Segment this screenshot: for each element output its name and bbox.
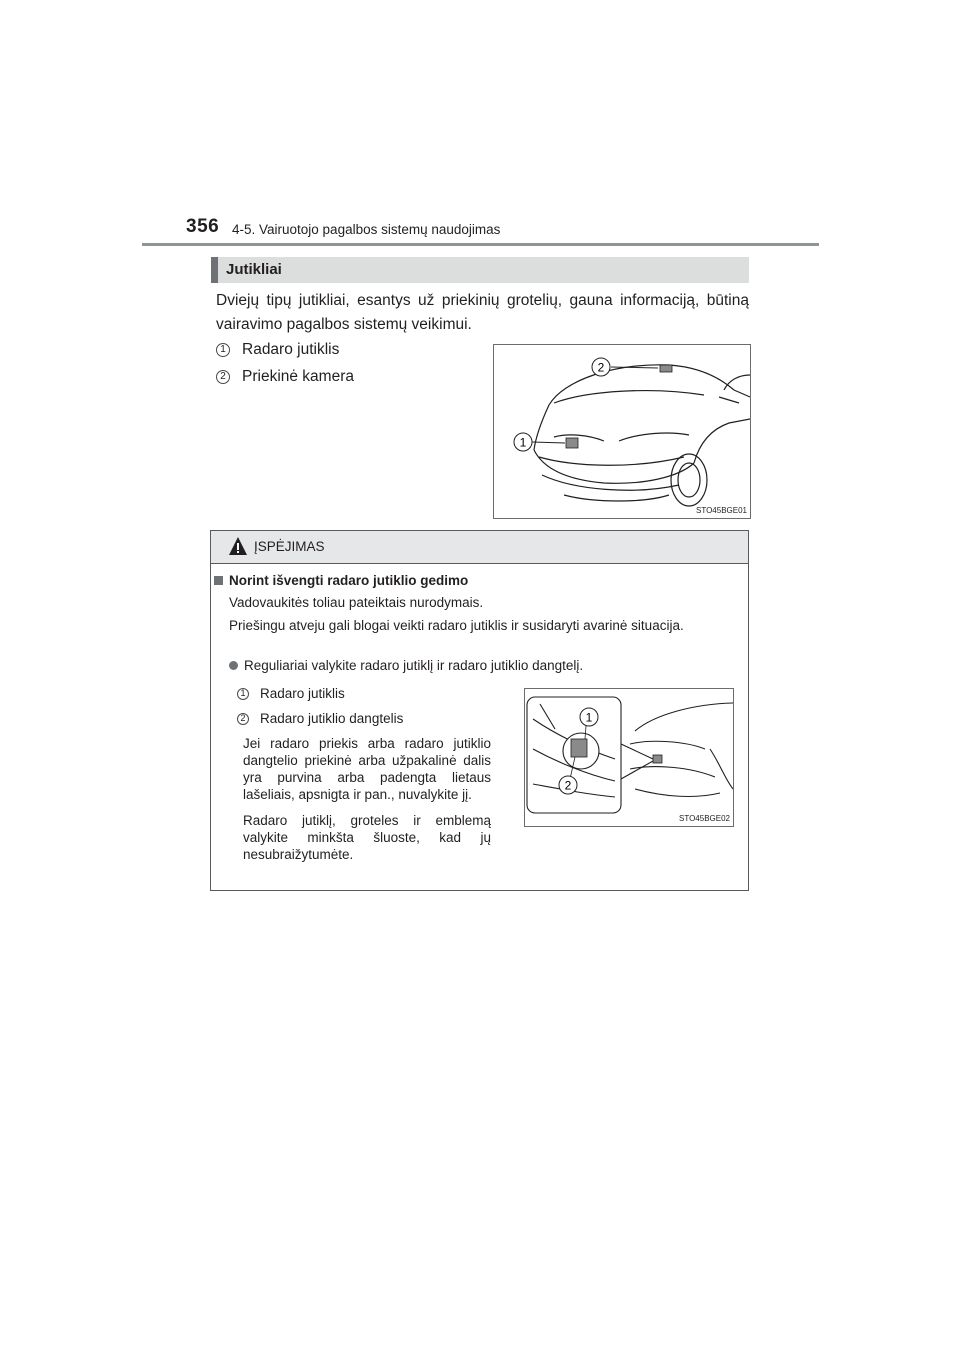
list-item-label: Priekinė kamera <box>242 368 354 385</box>
list-item <box>237 685 345 702</box>
section-title: Jutikliai <box>226 261 282 278</box>
figure-code: STO45BGE02 <box>679 814 730 823</box>
list-item-label: Radaro jutiklis <box>260 686 345 701</box>
svg-text:2: 2 <box>564 778 572 793</box>
warning-note2: Radaro jutiklį, groteles ir emblemą valykite minkšta šluoste, kad jų nesubraižytumėte. <box>243 813 491 862</box>
warning-bullet <box>229 657 583 674</box>
radar-closeup-illustration <box>525 689 733 826</box>
car-front-illustration <box>494 345 750 518</box>
warning-header <box>211 531 748 564</box>
chapter-title: 4-5. Vairuotojo pagalbos sistemų naudojimas <box>232 222 501 237</box>
figure-car-sensors <box>493 344 751 519</box>
list-item-label: Radaro jutiklio dangtelis <box>260 711 404 726</box>
section-heading-bar <box>211 257 749 283</box>
page-number: 356 <box>186 216 220 237</box>
callout-number: 1 <box>237 688 249 700</box>
svg-text:1: 1 <box>585 710 593 725</box>
warning-subheading-text: Norint išvengti radaro jutiklio gedimo <box>229 573 469 588</box>
warning-para1: Vadovaukitės toliau pateiktais nurodymais. <box>229 595 484 610</box>
header-rule <box>142 243 819 246</box>
warning-title: ĮSPĖJIMAS <box>254 539 325 554</box>
list-item <box>216 368 354 386</box>
warning-triangle-icon <box>228 536 248 556</box>
warning-bullet-text: Reguliariai valykite radaro jutiklį ir radaro jutiklio dangtelį. <box>244 658 584 673</box>
list-item <box>237 710 403 727</box>
section-intro: Dviejų tipų jutikliai, esantys už priekinių grotelių, gauna informaciją, būtiną vairavimo pagalbos sistemų veikimui. <box>216 292 749 333</box>
figure-code: STO45BGE01 <box>696 506 747 515</box>
section-marker <box>211 257 218 283</box>
round-bullet-icon <box>229 661 238 670</box>
figure-radar-cover <box>524 688 734 827</box>
list-item <box>216 341 339 359</box>
list-item-label: Radaro jutiklis <box>242 341 340 358</box>
warning-para2: Priešingu atveju gali blogai veikti radaro jutiklis ir susidaryti avarinė situacija. <box>229 618 684 633</box>
callout-number: 2 <box>216 370 230 384</box>
warning-subheading <box>214 573 468 588</box>
svg-text:2: 2 <box>597 360 605 375</box>
callout-number: 2 <box>237 713 249 725</box>
warning-note1: Jei radaro priekis arba radaro jutiklio dangtelio priekinė arba užpakalinė dalis yra purvina arba padengta lietaus lašeliais, apsnigta ir pan., nuvalykite jį. <box>243 736 491 802</box>
callout-number: 1 <box>216 343 230 357</box>
svg-text:1: 1 <box>519 435 527 450</box>
square-bullet-icon <box>214 576 223 585</box>
